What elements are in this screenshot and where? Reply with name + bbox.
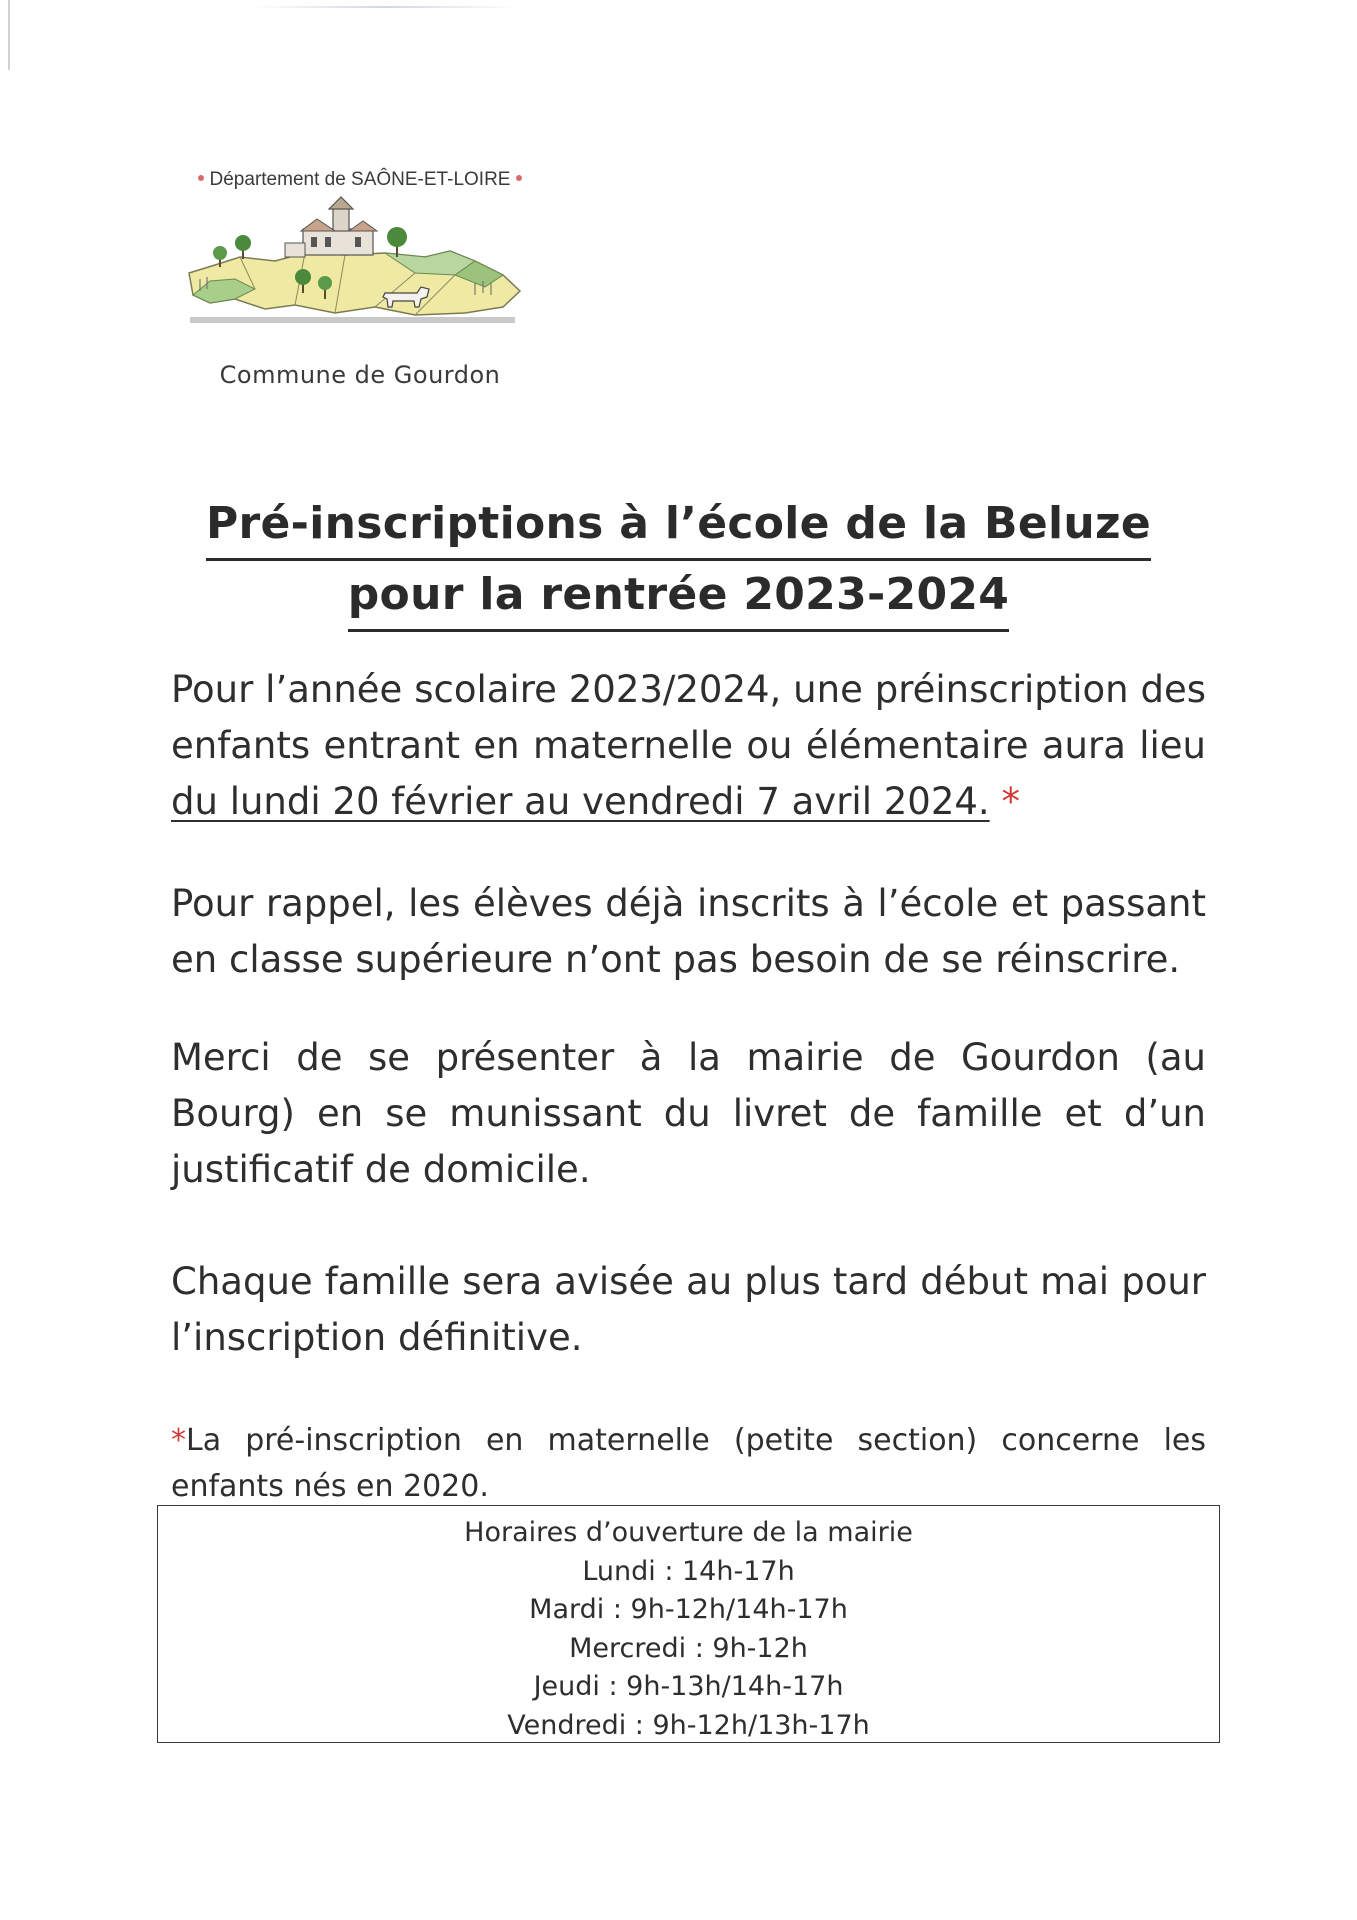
paragraph-documents: Merci de se présenter à la mairie de Gourdon (au Bourg) en se munissant du livret de famille et d’un justificatif de domicile. — [171, 1036, 1206, 1191]
bullet-dot-icon — [198, 175, 204, 181]
paragraph-text: Pour l’année scolaire 2023/2024, une préinscription des enfants entrant en maternelle ou élémentaire aura lieu — [171, 668, 1206, 767]
hours-row-friday: Vendredi : 9h-12h/13h-17h — [507, 1709, 870, 1741]
department-label — [175, 169, 545, 191]
footnote-text: La pré-inscription en maternelle (petite section) concerne les enfants nés en 2020. — [171, 1423, 1206, 1504]
hours-row-monday: Lundi : 14h-17h — [582, 1555, 795, 1587]
opening-hours-box — [157, 1505, 1220, 1743]
hours-row-thursday: Jeudi : 9h-13h/14h-17h — [533, 1671, 844, 1702]
department-text: Département de SAÔNE-ET-LOIRE — [209, 169, 511, 190]
opening-hours-title: Horaires d’ouverture de la mairie — [464, 1517, 913, 1548]
registration-dates: du lundi 20 février au vendredi 7 avril 2024. — [171, 780, 990, 823]
bullet-dot-icon — [516, 175, 522, 181]
scan-artifact-edge — [8, 0, 10, 70]
village-landscape-logo-icon — [185, 195, 535, 335]
paragraph-reminder: Pour rappel, les élèves déjà inscrits à l’école et passant en classe supérieure n’ont pas besoin de se réinscrire. — [171, 882, 1206, 981]
commune-header — [175, 165, 555, 395]
hours-row-wednesday: Mercredi : 9h-12h — [569, 1632, 808, 1664]
commune-name: Commune de Gourdon — [219, 361, 501, 389]
footnote-marker: * — [1001, 780, 1020, 823]
title-line-1: Pré-inscriptions à l’école de la Beluze — [206, 490, 1151, 561]
scan-artifact-line — [250, 6, 520, 8]
paragraph-preinscription-dates — [171, 662, 1206, 830]
footnote-asterisk: * — [171, 1423, 186, 1458]
paragraph-notification: Chaque famille sera avisée au plus tard début mai pour l’inscription définitive. — [171, 1260, 1206, 1359]
footnote — [171, 1418, 1206, 1510]
page-title — [100, 490, 1257, 632]
title-line-2: pour la rentrée 2023-2024 — [348, 561, 1009, 632]
hours-row-tuesday: Mardi : 9h-12h/14h-17h — [529, 1594, 848, 1625]
